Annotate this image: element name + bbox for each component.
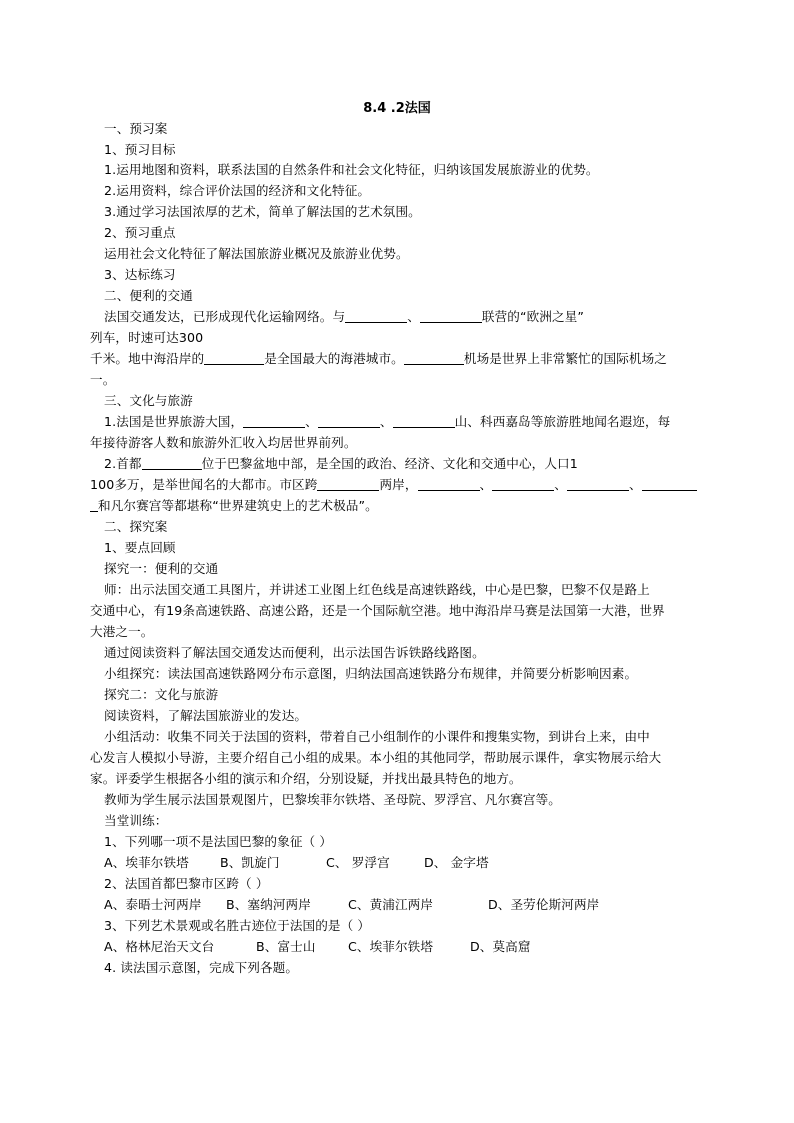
text: 2.首都	[104, 456, 142, 471]
blank	[204, 350, 264, 365]
blank	[345, 308, 407, 323]
text: 山、科西嘉岛等旅游胜地闻名遐迩，每	[454, 414, 671, 429]
text: 机场是世界上非常繁忙的国际机场之	[463, 351, 667, 366]
blank	[492, 476, 554, 491]
culture-line	[90, 496, 378, 516]
paragraph-line: 小组活动：收集不同关于法国的资料，带着自己小组制作的小课件和搜集实物，到讲台上来，由中	[104, 729, 650, 744]
blank	[142, 455, 202, 470]
blank	[243, 413, 305, 428]
option: B、富士山	[256, 939, 316, 954]
paragraph-line: 师：出示法国交通工具图片，并讲述工业图上红色线是高速铁路线，中心是巴黎，巴黎不仅是路上	[104, 582, 650, 597]
document-title: 8.4 .2法国	[363, 101, 431, 116]
blank	[393, 413, 455, 428]
text: 、	[305, 414, 318, 429]
section-heading: 二、便利的交通	[104, 288, 193, 303]
paragraph-line: 阅读资料，了解法国旅游业的发达。	[104, 708, 308, 723]
option: D、 金字塔	[424, 855, 489, 870]
paragraph-line: 小组探究：读法国高速铁路网分布示意图，归纳法国高速铁路分布规律，并简要分析影响因素。	[104, 666, 638, 681]
question: 1、下列哪一项不是法国巴黎的象征（ ）	[104, 834, 333, 849]
blank	[567, 476, 629, 491]
text: 、	[407, 309, 420, 324]
text: 、	[479, 477, 493, 492]
paragraph-line: 大港之一。	[90, 624, 154, 639]
option: B、塞纳河两岸	[226, 897, 311, 912]
blank	[404, 350, 464, 365]
option: A、泰晤士河两岸	[104, 897, 202, 912]
text: 和凡尔赛宫等都堪称“世界建筑史上的艺术极品”。	[98, 498, 378, 513]
option: B、凯旋门	[220, 855, 280, 870]
section-heading: 二、探究案	[104, 519, 168, 534]
subheading: 2、预习重点	[104, 225, 176, 240]
text: 千米。地中海沿岸的	[90, 351, 205, 366]
explore-heading: 探究二：文化与旅游	[104, 687, 219, 702]
question: 3、下列艺术景观或名胜古迹位于法国的是（ ）	[104, 918, 371, 933]
text: 是全国最大的海港城市。	[264, 351, 404, 366]
subheading: 1、预习目标	[104, 142, 176, 157]
section-heading: 三、文化与旅游	[104, 393, 193, 408]
text: 、	[379, 414, 393, 429]
text: 法国交通发达，已形成现代化运输网络。与	[104, 309, 346, 324]
practice-heading: 当堂训练：	[104, 813, 168, 828]
transport-line: 列车，时速可达300	[90, 330, 204, 345]
blank	[90, 497, 98, 512]
option: D、莫高窟	[470, 939, 531, 954]
text: 1.法国是世界旅游大国，	[104, 414, 244, 429]
culture-line	[104, 412, 670, 432]
option: A、埃菲尔铁塔	[104, 855, 189, 870]
culture-line: 年接待游客人数和旅游外汇收入均居世界前列。	[90, 435, 357, 450]
culture-line	[90, 475, 697, 495]
option: D、圣劳伦斯河两岸	[488, 897, 600, 912]
text: 位于巴黎盆地中部，是全国的政治、经济、文化和交通中心，人口1	[201, 456, 578, 471]
goal-item: 2.运用资料，综合评价法国的经济和文化特征。	[104, 183, 371, 198]
subheading: 1、要点回顾	[104, 540, 176, 555]
paragraph-line: 家。评委学生根据各小组的演示和介绍，分别设疑，并找出最具特色的地方。	[90, 771, 522, 786]
explore-heading: 探究一：便利的交通	[104, 561, 219, 576]
text: 、	[554, 477, 567, 492]
blank	[317, 476, 379, 491]
transport-line	[104, 307, 584, 327]
text: 两岸，	[379, 477, 418, 492]
blank	[418, 476, 480, 491]
blank	[642, 476, 697, 491]
paragraph-line: 心发言人模拟小导游，主要介绍自己小组的成果。本小组的其他同学，帮助展示课件，拿实物展示给大	[90, 750, 662, 765]
text: 联营的“欧洲之星”	[481, 309, 584, 324]
focus-text: 运用社会文化特征了解法国旅游业概况及旅游业优势。	[104, 246, 409, 261]
section-heading: 一、预习案	[104, 121, 168, 136]
question: 2、法国首都巴黎市区跨（ ）	[104, 876, 269, 891]
option: C、 罗浮宫	[326, 855, 390, 870]
transport-line: 一。	[90, 372, 116, 387]
subheading: 3、达标练习	[104, 267, 176, 282]
blank	[318, 413, 380, 428]
blank	[420, 308, 482, 323]
transport-line	[90, 349, 667, 369]
paragraph-line: 交通中心，有19条高速铁路、高速公路，还是一个国际航空港。地中海沿岸马赛是法国第一大港，世界	[90, 603, 665, 618]
culture-line	[104, 454, 578, 474]
option: A、格林尼治天文台	[104, 939, 215, 954]
goal-item: 3.通过学习法国浓厚的艺术，简单了解法国的艺术氛围。	[104, 204, 421, 219]
text: 100多万，是举世闻名的大都市。市区跨	[90, 477, 318, 492]
paragraph-line: 通过阅读资料了解法国交通发达而便利，出示法国告诉铁路线路图。	[104, 645, 485, 660]
text: 、	[628, 477, 642, 492]
goal-item: 1.运用地图和资料，联系法国的自然条件和社会文化特征，归纳该国发展旅游业的优势。	[104, 162, 599, 177]
option: C、埃菲尔铁塔	[348, 939, 434, 954]
question: 4. 读法国示意图，完成下列各题。	[104, 960, 299, 975]
option: C、黄浦江两岸	[348, 897, 434, 912]
paragraph-line: 教师为学生展示法国景观图片，巴黎埃菲尔铁塔、圣母院、罗浮宫、凡尔赛宫等。	[104, 792, 561, 807]
